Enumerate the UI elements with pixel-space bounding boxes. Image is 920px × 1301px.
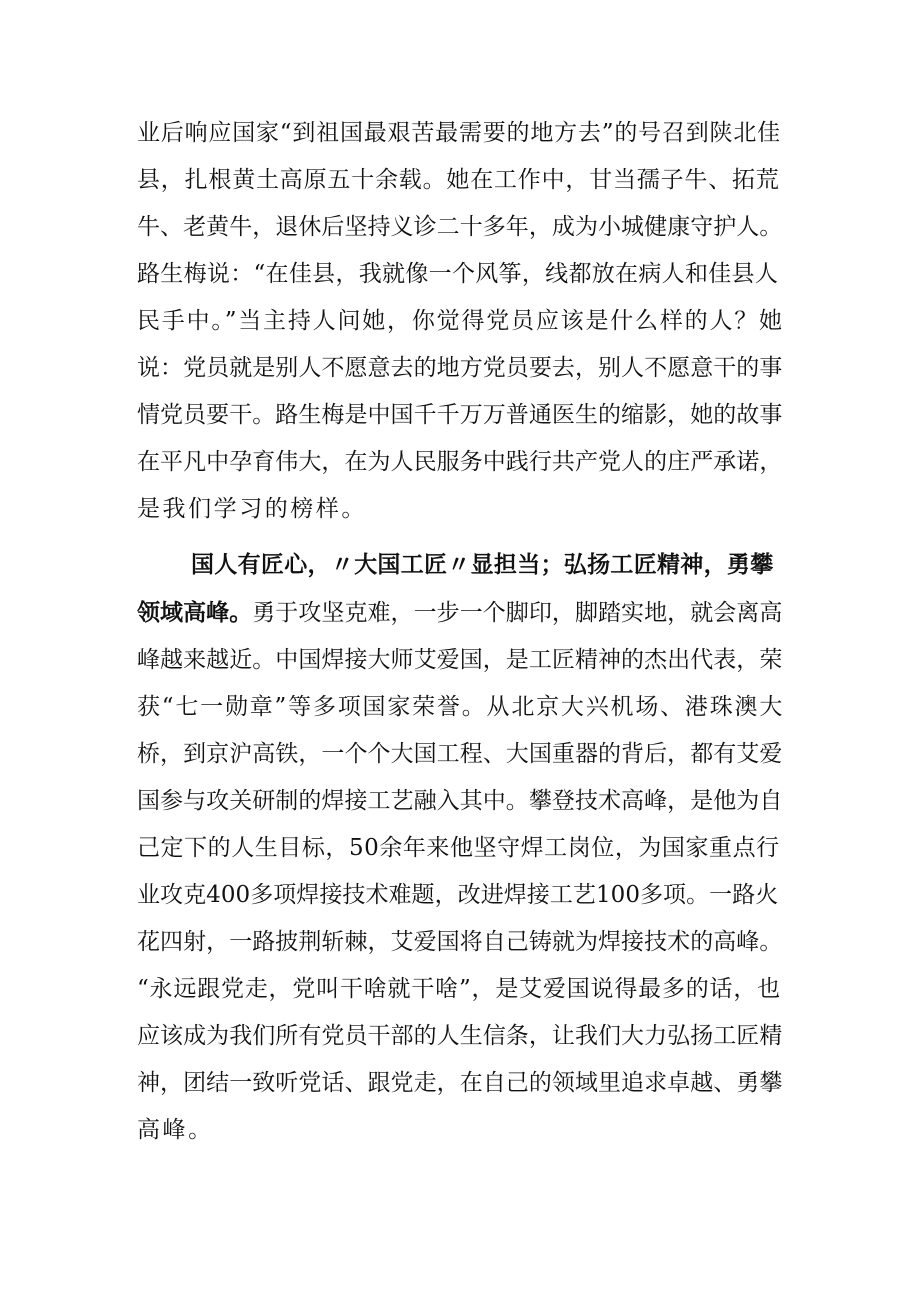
text-line: 说：党员就是别人不愿意去的地方党员要去，别人不愿意干的事 [137, 355, 783, 381]
section-heading: 国人有匠心，〃大国工匠〃显担当；弘扬工匠精神，勇攀 [191, 551, 774, 578]
text-line: 高峰。 [137, 1117, 214, 1143]
text-line: 路生梅说：“在佳县，我就像一个风筝，线都放在病人和佳县人 [137, 261, 779, 287]
text-line: 应该成为我们所有党员干部的人生信条，让我们大力弘扬工匠精 [137, 1023, 783, 1049]
section-heading-end: 领域高峰。 [137, 599, 253, 626]
text-line: 民手中。”当主持人问她，你觉得党员应该是什么样的人？她 [137, 308, 784, 334]
text-line: 情党员要干。路生梅是中国千千万万普通医生的缩影，她的故事 [137, 402, 783, 428]
text-line: 神，团结一致听党话、跟党走，在自己的领域里追求卓越、勇攀 [137, 1070, 783, 1096]
text-line: 花四射，一路披荆斩棘，艾爱国将自己铸就为焊接技术的高峰。 [137, 929, 783, 955]
text-line: 峰越来越近。中国焊接大师艾爱国，是工匠精神的杰出代表，荣 [137, 647, 783, 673]
text-line: 国参与攻关研制的焊接工艺融入其中。攀登技术高峰，是他为自 [137, 788, 783, 814]
text-line: 在平凡中孕育伟大，在为人民服务中践行共产党人的庄严承诺， [137, 449, 783, 475]
text-line: 业攻克400多项焊接技术难题，改进焊接工艺100多项。一路火 [137, 882, 779, 908]
text-line: “永远跟党走，党叫干啥就干啥”，是艾爱国说得最多的话，也 [137, 976, 781, 1002]
text-line: 桥，到京沪高铁，一个个大国工程、大国重器的背后，都有艾爱 [137, 741, 783, 767]
text-line: 获“七一勋章”等多项国家荣誉。从北京大兴机场、港珠澳大 [137, 694, 785, 720]
text-line: 己定下的人生目标，50余年来他坚守焊工岗位，为国家重点行 [137, 835, 780, 861]
text-line: 牛、老黄牛，退休后坚持义诊二十多年，成为小城健康守护人。 [137, 214, 783, 240]
text-line-rest: 勇于攻坚克难，一步一个脚印，脚踏实地，就会离高 [252, 600, 783, 626]
text-line [137, 597, 783, 629]
text-line: 业后响应国家“到祖国最艰苦最需要的地方去”的号召到陕北佳 [137, 120, 781, 146]
text-line: 是我们学习的榜样。 [137, 496, 367, 522]
text-line: 县，扎根黄土高原五十余载。她在工作中，甘当孺子牛、拓荒 [137, 167, 780, 193]
